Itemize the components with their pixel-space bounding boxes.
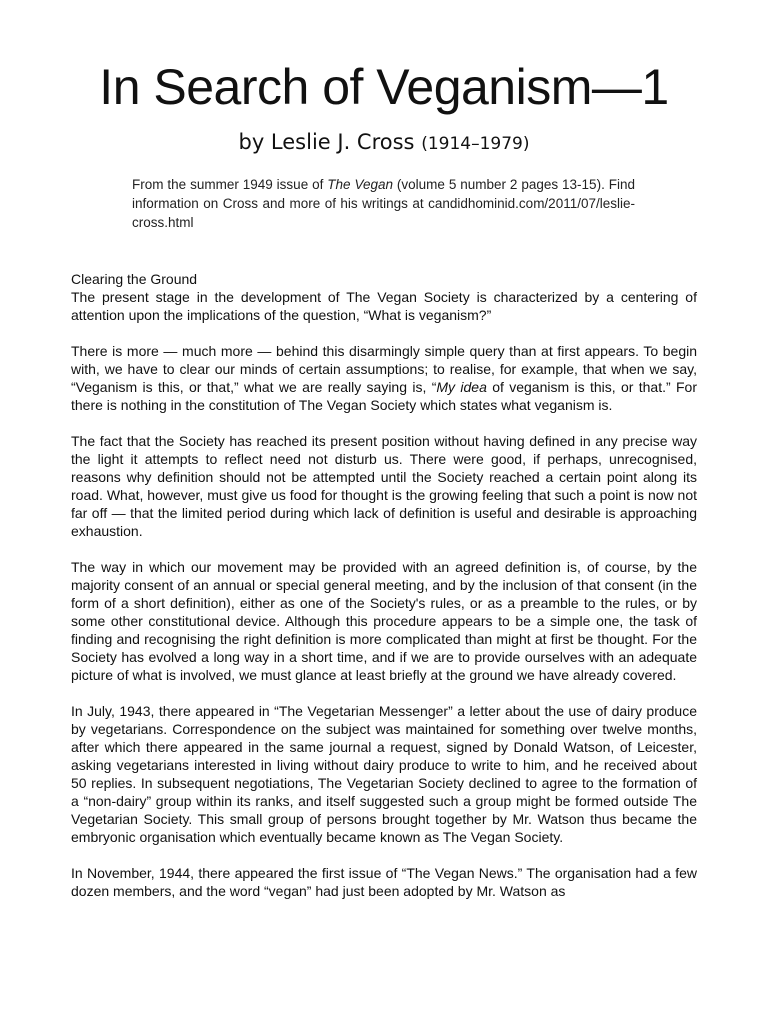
paragraph-6: In November, 1944, there appeared the first issue of “The Vegan News.” The organisation had a few dozen members, and the word “vegan” had just been adopted by Mr. Watson as — [71, 865, 697, 899]
paragraph-5: In July, 1943, there appeared in “The Vegetarian Messenger” a letter about the use of dairy produce by vegetarians. Correspondence on the subject was maintained for something over twelve months, after which there appeared in the same journal a request, signed by Donald Watson, of Leicester, asking vegetarians interested in living without dairy produce to write to him, and he received about 50 replies. In subsequent negotiations, The Vegetarian Society declined to agree to the formation of a “non-dairy” group within its ranks, and itself suggested such a group might be formed outside The Vegetarian Society. This small group of persons brought together by Mr. Watson thus became the embryonic organisation which eventually became known as The Vegan Society. — [71, 703, 697, 845]
paragraph-2-before: There is more — much more — behind this disarmingly simple query than at first appears. To begin with, we have to clear our minds of certain assumptions; to realise, for example, that when we say, “Veganism is this, or that,” what we are really saying is, “ — [71, 343, 697, 395]
paragraph-2-emphasis: My idea — [436, 379, 487, 395]
paragraph-3: The fact that the Society has reached its present position without having defined in any precise way the light it attempts to reflect need not disturb us. There were good, if perhaps, unrecognised, reasons why definition should not be attempted until the Society reached a certain point along its road. What, however, must give us food for thought is the growing feeling that such a point is now not far off — that the limited period during which lack of definition is useful and desirable is approaching exhaustion. — [71, 433, 697, 539]
author-byline — [71, 128, 697, 158]
page-title: In Search of Veganism—1 — [99, 59, 669, 115]
author-years: (1914–1979) — [421, 134, 530, 154]
paragraph-2 — [71, 342, 697, 414]
section-heading: Clearing the Ground — [71, 271, 198, 287]
source-note-before: From the summer 1949 issue of — [132, 177, 328, 192]
author-name: by Leslie J. Cross — [238, 130, 415, 154]
paragraph-4: The way in which our movement may be provided with an agreed definition is, of course, by the majority consent of an annual or special general meeting, and by the inclusion of that consent (in the form of a short definition), either as one of the Society's rules, or as a preamble to the rules, or by some other constitutional device. Although this procedure appears to be a simple one, the task of finding and recognising the right definition is more complicated than might at first be thought. For the Society has evolved a long way in a short time, and if we are to provide ourselves with an adequate picture of what is involved, we must glance at least briefly at the ground we have already covered. — [71, 559, 697, 683]
publication-name: The Vegan — [327, 177, 393, 192]
source-note-after: (volume 5 number 2 pages 13-15). Find information on Cross and more of his writings at candidhominid.com/2011/07/leslie-cross.html — [132, 177, 635, 230]
source-note — [132, 175, 635, 232]
paragraph-2-after: of veganism is this, or that.” For there is nothing in the constitution of The Vegan Society which states what veganism is. — [71, 379, 698, 413]
paragraph-1: The present stage in the development of The Vegan Society is characterized by a centering of attention upon the implications of the question, “What is veganism?” — [71, 289, 697, 323]
